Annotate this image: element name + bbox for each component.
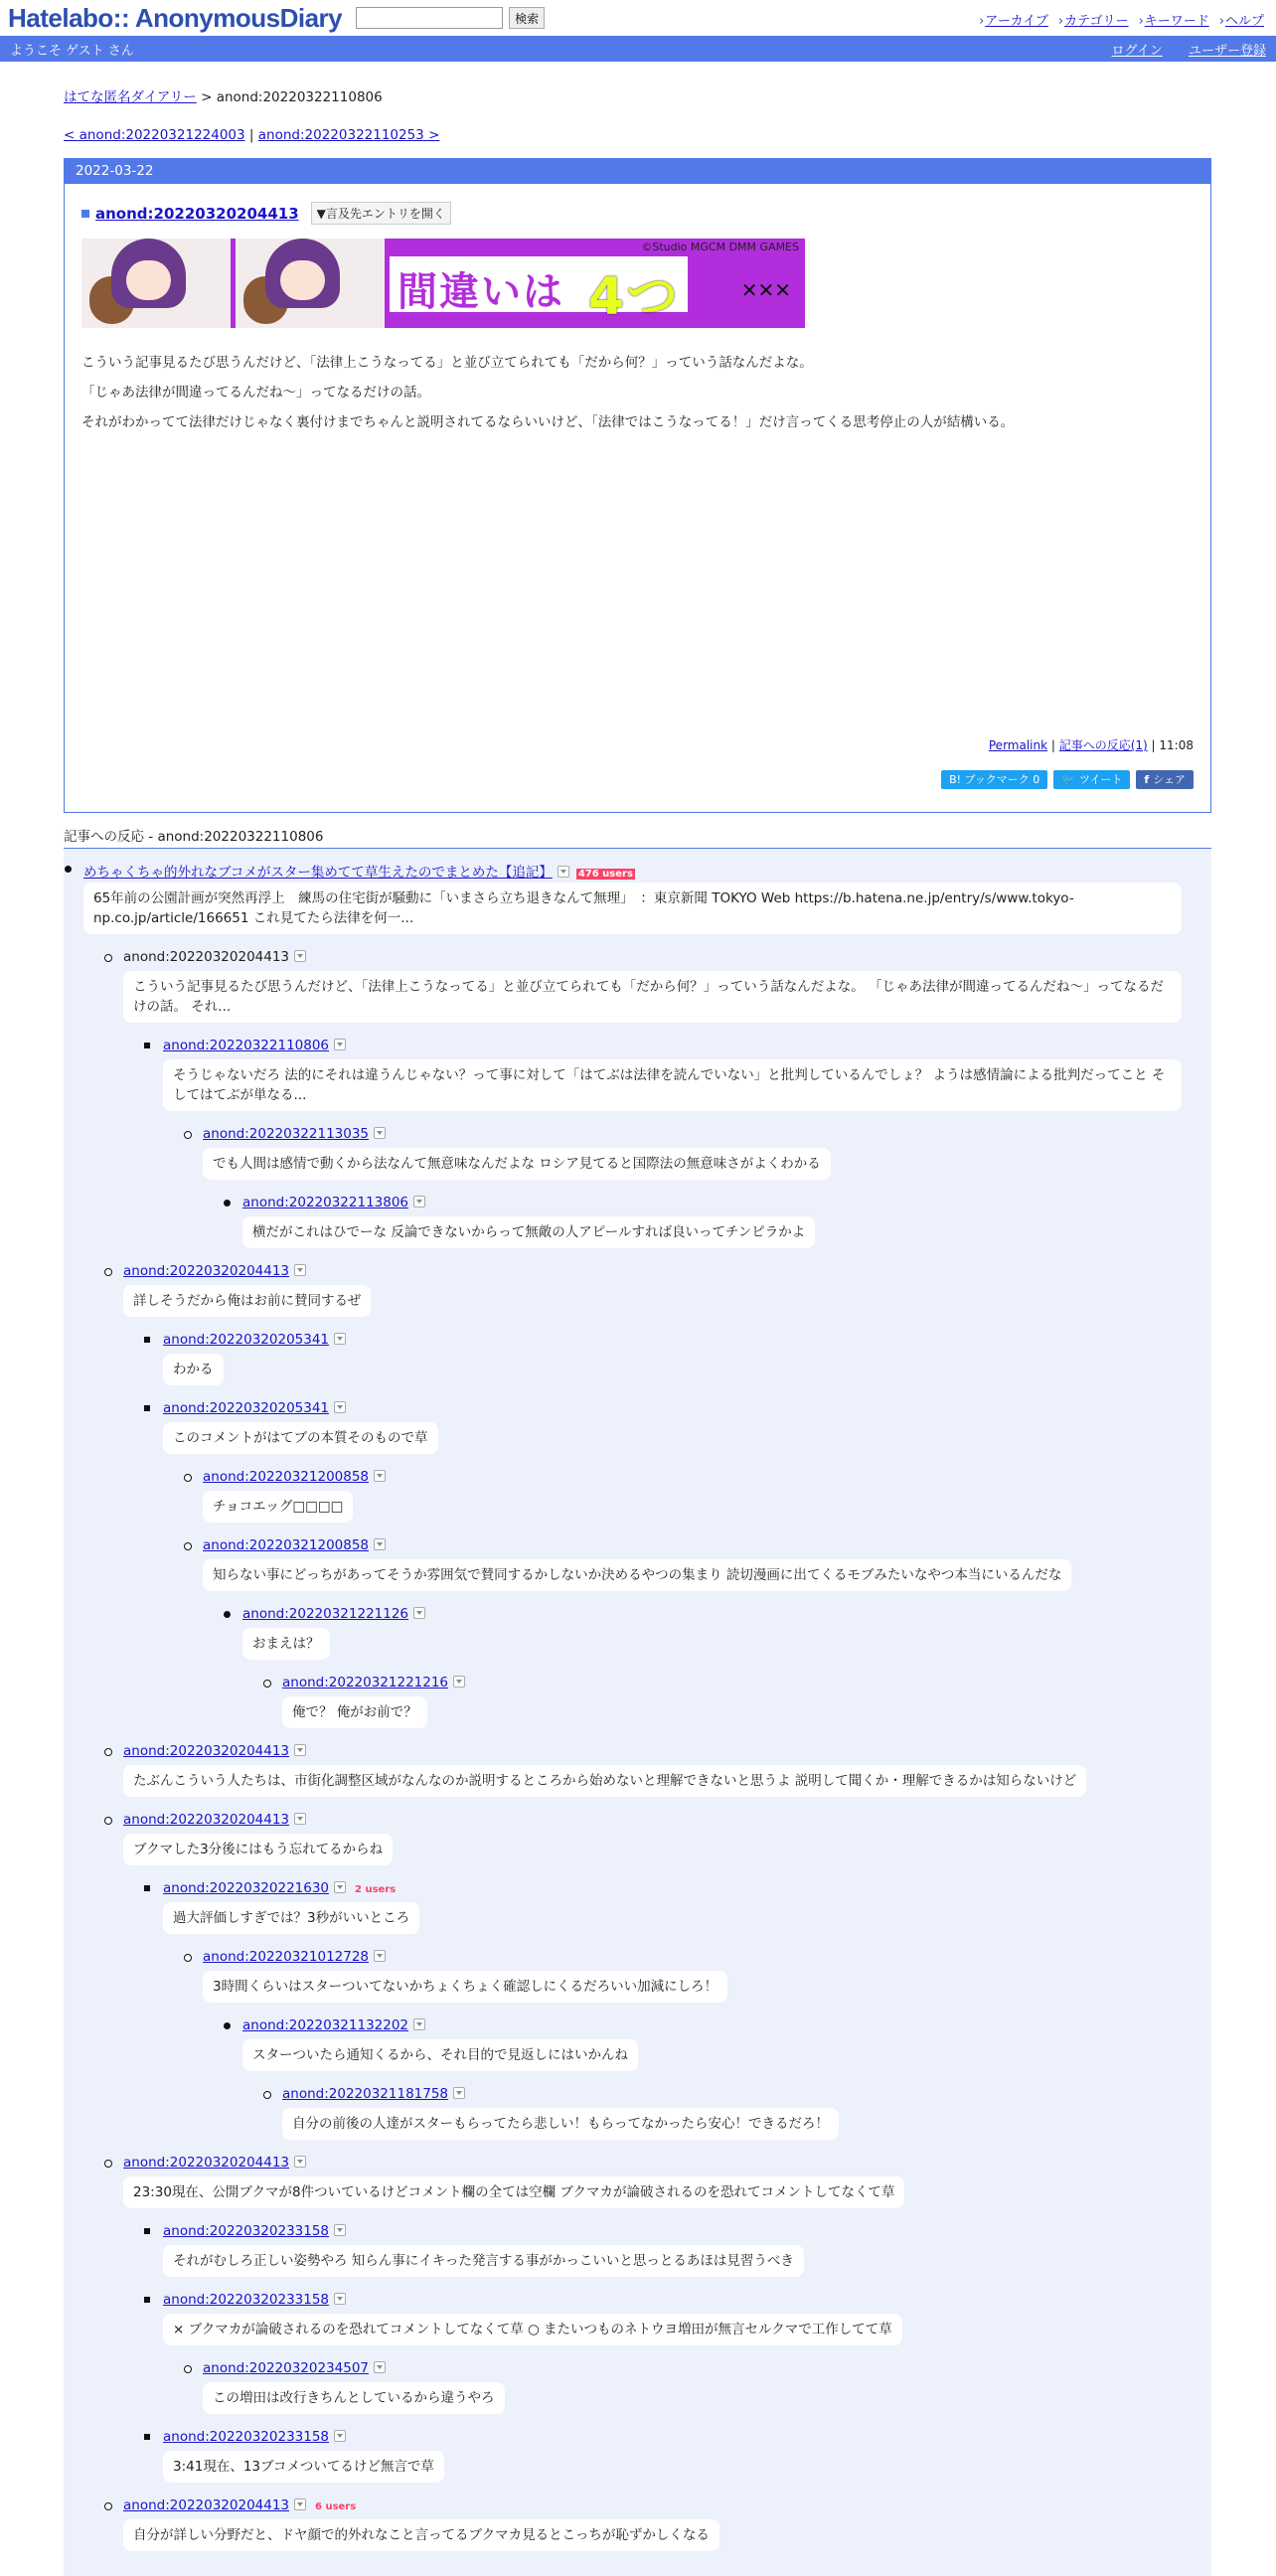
reaction-title[interactable]: anond:20220321132202 <box>242 2017 409 2033</box>
top-header <box>0 0 1276 36</box>
list-bullet <box>144 1885 150 1891</box>
reaction-title-row <box>163 1400 1197 1416</box>
reactions-tree <box>64 849 1211 2576</box>
reaction-item <box>123 949 1197 1015</box>
entry-paragraph: それがわかってて法律だけじゃなく裏付けまでちゃんと説明されてるならいいけど、「法律ではこうなってる！」だけ言ってくる思考停止の人が結構いる。 <box>81 414 1015 430</box>
reaction-title[interactable]: anond:20220320233158 <box>163 2429 330 2445</box>
user-bar <box>0 36 1276 62</box>
banner-character-image <box>81 239 231 328</box>
expand-caret-icon[interactable] <box>374 1127 386 1139</box>
reaction-title[interactable]: anond:20220321200858 <box>203 1469 370 1485</box>
banner-text: 間違いは <box>398 269 564 315</box>
entry-paragraph: 「じゃあ法律が間違ってるんだね～」ってなるだけの話。 <box>81 385 430 401</box>
list-bullet <box>224 1611 231 1618</box>
reaction-item <box>203 1537 1197 1583</box>
day-section <box>64 158 1211 813</box>
reaction-item <box>163 1332 1197 1377</box>
permalink[interactable]: Permalink <box>988 738 1048 752</box>
reaction-title[interactable]: anond:20220321181758 <box>282 2086 449 2102</box>
reaction-item <box>123 2155 1197 2200</box>
list-bullet <box>144 1043 150 1048</box>
expand-caret-icon[interactable] <box>374 1470 386 1482</box>
reaction-title-row <box>163 1038 1197 1053</box>
reaction-excerpt: 23:30現在、公開ブクマが8件ついているけどコメント欄の全ては空欄 ブクマカが論破されるのを恐れてコメントしてなくて草 <box>123 2176 904 2208</box>
list-bullet <box>224 1200 231 1207</box>
reaction-excerpt: スターついたら通知くるから、それ目的で見返しにはいかんね <box>242 2039 638 2071</box>
reaction-title-row <box>242 1606 1197 1622</box>
expand-caret-icon[interactable] <box>334 2293 346 2305</box>
expand-caret-icon[interactable] <box>334 1333 346 1345</box>
banner-copyright: ©Studio MGCM DMM GAMES <box>641 241 799 253</box>
nav-help-link[interactable]: › ヘルプ <box>1219 10 1264 29</box>
banner-character-image <box>236 239 385 328</box>
list-bullet <box>104 1748 112 1756</box>
list-bullet <box>144 1337 150 1343</box>
reaction-excerpt: そうじゃないだろ 法的にそれは違うんじゃない？って事に対して「はてぶは法律を読んでいない」と批判しているんでしょ？ ようは感情論による批判だってこと そしてはてぶが単なる... <box>163 1059 1182 1111</box>
reaction-excerpt: 横だがこれはひでーな 反論できないからって無敵の人アピールすれば良いってチンピラかよ <box>242 1216 815 1248</box>
reaction-excerpt: 自分の前後の人達がスターもらってたら悲しい！もらってなかったら安心！できるだろ！ <box>282 2108 839 2140</box>
list-bullet <box>184 2365 192 2373</box>
reaction-title[interactable]: anond:20220322113806 <box>242 1195 409 1210</box>
reaction-title[interactable]: anond:20220320205341 <box>163 1332 330 1348</box>
facebook-share-label: シェア <box>1153 773 1186 786</box>
expand-caret-icon[interactable] <box>453 2087 465 2099</box>
reaction-excerpt: この増田は改行きちんとしているから違うやろ <box>203 2382 505 2414</box>
breadcrumb-separator: > <box>196 89 217 105</box>
reaction-title[interactable]: anond:20220320221630 <box>163 1880 330 1896</box>
reaction-excerpt: わかる <box>163 1354 224 1385</box>
reaction-title-row <box>282 2086 1197 2102</box>
open-referenced-entry-button[interactable]: ▼言及先エントリを開く <box>311 202 451 225</box>
facebook-share-button[interactable] <box>1136 770 1194 789</box>
expand-caret-icon[interactable] <box>413 2018 425 2030</box>
prev-entry-link[interactable]: < anond:20220321224003 <box>64 127 245 143</box>
reaction-title[interactable]: anond:20220321012728 <box>203 1949 370 1965</box>
list-bullet <box>144 2297 150 2303</box>
reaction-item <box>83 861 1197 926</box>
reaction-excerpt: 俺で？ 俺がお前で？ <box>282 1696 427 1728</box>
reaction-item <box>203 2360 1197 2406</box>
reaction-item <box>163 1038 1197 1103</box>
reaction-excerpt: おまえは？ <box>242 1628 330 1660</box>
reaction-title-row <box>163 2223 1197 2239</box>
nav-category-link[interactable]: › カテゴリー <box>1058 10 1129 29</box>
reaction-title[interactable]: めちゃくちゃ的外れなブコメがスター集めてて草生えたのでまとめた【追記】 <box>83 865 553 881</box>
expand-caret-icon[interactable] <box>334 2224 346 2236</box>
reaction-item <box>163 2223 1197 2269</box>
entry-paragraph: こういう記事見るたび思うんだけど、「法律上こうなってる」と並び立てられても「だから何？」っていう話なんだよな。 <box>81 355 813 371</box>
reaction-title[interactable]: anond:20220322110806 <box>163 1038 330 1053</box>
reaction-excerpt: 自分が詳しい分野だと、ドヤ顔で的外れなこと言ってるブクマカ見るとこっちが恥ずかしくなる <box>123 2519 719 2551</box>
reaction-item <box>123 2497 1197 2543</box>
expand-caret-icon[interactable] <box>374 1950 386 1962</box>
reaction-item <box>163 1880 1197 1926</box>
reaction-excerpt: それがむしろ正しい姿勢やろ 知らん事にイキった発言する事がかっこいいと思っとるあほは見習うべき <box>163 2245 804 2277</box>
reaction-title[interactable]: anond:20220320204413 <box>123 1812 290 1828</box>
expand-caret-icon[interactable] <box>294 1813 306 1825</box>
entry-body <box>65 202 1210 812</box>
reaction-excerpt: 詳しそうだから俺はお前に賛同するぜ <box>123 1285 371 1317</box>
reaction-title-row <box>123 949 1197 965</box>
reaction-excerpt: ブクマした3分後にはもう忘れてるからね <box>123 1834 393 1865</box>
ad-banner[interactable] <box>81 239 805 328</box>
reaction-excerpt: × ブクマカが論破されるのを恐れてコメントしてなくて草 ○ またいつものネトウヨ増田が無言セルクマで工作してて草 <box>163 2314 902 2345</box>
expand-caret-icon[interactable] <box>334 2430 346 2442</box>
banner-game-logo: ✕✕✕ <box>740 278 791 302</box>
list-bullet <box>184 1542 192 1550</box>
reaction-item <box>163 1400 1197 1446</box>
reaction-title-row <box>203 1469 1197 1485</box>
reaction-title[interactable]: anond:20220322113035 <box>203 1126 370 1142</box>
expand-caret-icon[interactable] <box>558 866 569 878</box>
pager-separator: | <box>244 127 258 143</box>
reaction-excerpt: 過大評価しすぎでは？3秒がいいところ <box>163 1902 419 1934</box>
reaction-title-row <box>203 1537 1197 1553</box>
reaction-title[interactable]: anond:20220320204413 <box>123 1263 290 1279</box>
reaction-excerpt: チョコエッグ□□□□ <box>203 1491 353 1523</box>
welcome-text: ようこそ ゲスト さん <box>10 43 134 59</box>
list-bullet <box>104 1817 112 1825</box>
banner-number: 4つ <box>588 267 681 327</box>
list-bullet <box>144 2434 150 2440</box>
reaction-title-row <box>123 1812 1197 1828</box>
reaction-item <box>163 2429 1197 2475</box>
reaction-title[interactable]: anond:20220320204413 <box>123 1743 290 1759</box>
reaction-title[interactable]: anond:20220321221126 <box>242 1606 409 1622</box>
twitter-bird-icon: 🐦 <box>1061 773 1075 786</box>
reaction-title-row <box>123 1743 1197 1759</box>
expand-caret-icon[interactable] <box>413 1196 425 1208</box>
nav-archive-link[interactable]: › アーカイブ <box>979 10 1048 29</box>
reaction-item <box>123 1263 1197 1309</box>
entry-text <box>81 348 1194 437</box>
banner-headline <box>390 256 688 327</box>
day-date: 2022-03-22 <box>65 159 1210 184</box>
bookmark-users-badge[interactable]: 476 users <box>577 869 633 880</box>
expand-caret-icon[interactable] <box>413 1607 425 1619</box>
share-buttons <box>941 770 1194 789</box>
search-input[interactable] <box>356 7 503 29</box>
tweet-button[interactable] <box>1053 770 1130 789</box>
entry-time: 11:08 <box>1159 738 1194 752</box>
expand-caret-icon[interactable] <box>294 1744 306 1756</box>
expand-caret-icon[interactable] <box>374 2361 386 2373</box>
reaction-item <box>203 1469 1197 1515</box>
list-bullet <box>184 1474 192 1482</box>
main-content <box>64 62 1211 2576</box>
reactions-header: 記事への反応 - anond:20220322110806 <box>64 825 1211 849</box>
reaction-title-row <box>123 2155 1197 2171</box>
reaction-title-row <box>123 1263 1197 1279</box>
bookmark-users-badge[interactable]: 2 users <box>355 1884 397 1895</box>
reaction-excerpt: 65年前の公園計画が突然再浮上 練馬の住宅街が騒動に「いまさら立ち退きなんて無理」 ：東京新聞 TOKYO Web https://b.hatena.ne.jp/entry/s/www.tokyo-np.co.jp/article/166651 これ見てたら法律を何一... <box>83 883 1182 934</box>
expand-caret-icon[interactable] <box>294 2498 306 2510</box>
list-bullet <box>104 2160 112 2168</box>
list-bullet <box>263 2091 271 2099</box>
reaction-item <box>282 2086 1197 2132</box>
reactions-link[interactable]: 記事への反応(1) <box>1058 738 1148 752</box>
reaction-title-row <box>242 2017 1197 2033</box>
list-bullet <box>184 1131 192 1139</box>
list-bullet <box>104 2502 112 2510</box>
reaction-title[interactable]: anond:20220320234507 <box>203 2360 370 2376</box>
reaction-excerpt: このコメントがはてブの本質そのもので草 <box>163 1422 438 1454</box>
list-bullet <box>224 2022 231 2029</box>
list-bullet <box>263 1680 271 1688</box>
reaction-title-row <box>203 1126 1197 1142</box>
reaction-title[interactable]: anond:20220320233158 <box>163 2223 330 2239</box>
entry-footer: Permalink | 記事への反応(1) | 11:08 <box>988 738 1194 752</box>
reaction-title[interactable]: anond:20220321200858 <box>203 1537 370 1553</box>
reaction-title[interactable]: anond:20220321221216 <box>282 1675 449 1690</box>
reaction-item <box>242 1195 1197 1240</box>
reaction-item <box>123 1812 1197 1857</box>
entry-title-link[interactable]: anond:20220320204413 <box>95 204 299 223</box>
list-bullet <box>65 866 72 873</box>
reaction-title-row <box>163 2292 1197 2308</box>
reaction-title: anond:20220320204413 <box>123 949 290 965</box>
reaction-title[interactable]: anond:20220320205341 <box>163 1400 330 1416</box>
reaction-excerpt: 知らない事にどっちがあってそうか雰囲気で賛同するかしないか決めるやつの集まり 読切漫画に出てくるモブみたいなやつ本当にいるんだな <box>203 1559 1071 1591</box>
breadcrumb <box>64 85 1211 105</box>
expand-caret-icon[interactable] <box>334 1881 346 1893</box>
site-logo[interactable]: Hatelabo:: AnonymousDiary <box>8 2 343 33</box>
reaction-item <box>203 1949 1197 1995</box>
search-button[interactable]: 検索 <box>509 7 545 29</box>
search-form <box>356 7 545 29</box>
reaction-excerpt: 3:41現在、13ブコメついてるけど無言で草 <box>163 2451 444 2483</box>
reaction-title-row <box>163 1332 1197 1348</box>
list-bullet <box>104 1268 112 1276</box>
expand-caret-icon[interactable] <box>334 1039 346 1050</box>
expand-caret-icon[interactable] <box>374 1538 386 1550</box>
reaction-excerpt: でも人間は感情で動くから法なんて無意味なんだよな ロシア見てると国際法の無意味さがよくわかる <box>203 1148 831 1180</box>
reaction-item <box>242 1606 1197 1652</box>
top-nav <box>979 10 1264 29</box>
reaction-item <box>163 2292 1197 2337</box>
expand-caret-icon[interactable] <box>294 1264 306 1276</box>
reaction-title-row <box>203 2360 1197 2376</box>
reaction-title-row <box>83 861 1197 881</box>
breadcrumb-home-link[interactable]: はてな匿名ダイアリー <box>64 89 197 105</box>
next-entry-link[interactable]: anond:20220322110253 > <box>257 127 440 143</box>
entry-pager <box>64 127 1211 143</box>
list-bullet <box>184 1954 192 1962</box>
nav-keyword-link[interactable]: › キーワード <box>1139 10 1209 29</box>
list-bullet <box>144 1405 150 1411</box>
reaction-excerpt: たぶんこういう人たちは、市街化調整区域がなんなのか説明するところから始めないと理解できないと思うよ 説明して聞くか・理解できるかは知らないけど <box>123 1765 1086 1797</box>
entry-header <box>81 202 1194 225</box>
reaction-item <box>123 1743 1197 1789</box>
tweet-label: ツイート <box>1078 773 1123 786</box>
list-bullet <box>144 2228 150 2234</box>
reaction-excerpt: こういう記事見るたび思うんだけど、「法律上こうなってる」と並び立てられても「だから何？」っていう話なんだよな。 「じゃあ法律が間違ってるんだね～」ってなるだけの話。 それ... <box>123 971 1182 1023</box>
reaction-item <box>242 2017 1197 2063</box>
reaction-title-row <box>203 1949 1197 1965</box>
entry-square-icon <box>81 210 89 218</box>
reaction-excerpt: 3時間くらいはスターついてないかちょくちょく確認しにくるだろいい加減にしろ！ <box>203 1971 727 2003</box>
bookmark-users-badge[interactable]: 6 users <box>315 2501 357 2512</box>
reaction-title-row <box>282 1675 1197 1690</box>
reaction-title-row <box>123 2497 1197 2513</box>
reaction-title[interactable]: anond:20220320204413 <box>123 2497 290 2513</box>
facebook-icon: f <box>1144 773 1150 786</box>
reaction-title[interactable]: anond:20220320233158 <box>163 2292 330 2308</box>
reaction-title[interactable]: anond:20220320204413 <box>123 2155 290 2171</box>
expand-caret-icon[interactable] <box>294 950 306 962</box>
reaction-title-row <box>163 2429 1197 2445</box>
expand-caret-icon[interactable] <box>294 2156 306 2168</box>
expand-caret-icon[interactable] <box>334 1401 346 1413</box>
expand-caret-icon[interactable] <box>453 1676 465 1688</box>
login-link[interactable]: ログイン <box>1111 43 1163 59</box>
reaction-item <box>282 1675 1197 1720</box>
register-link[interactable]: ユーザー登録 <box>1188 43 1266 59</box>
list-bullet <box>104 954 112 962</box>
reaction-title-row <box>163 1880 1197 1896</box>
hatena-bookmark-button[interactable]: B! ブックマーク 0 <box>941 770 1047 789</box>
reaction-item <box>203 1126 1197 1172</box>
breadcrumb-current: anond:20220322110806 <box>216 89 383 105</box>
reaction-title-row <box>242 1195 1197 1210</box>
